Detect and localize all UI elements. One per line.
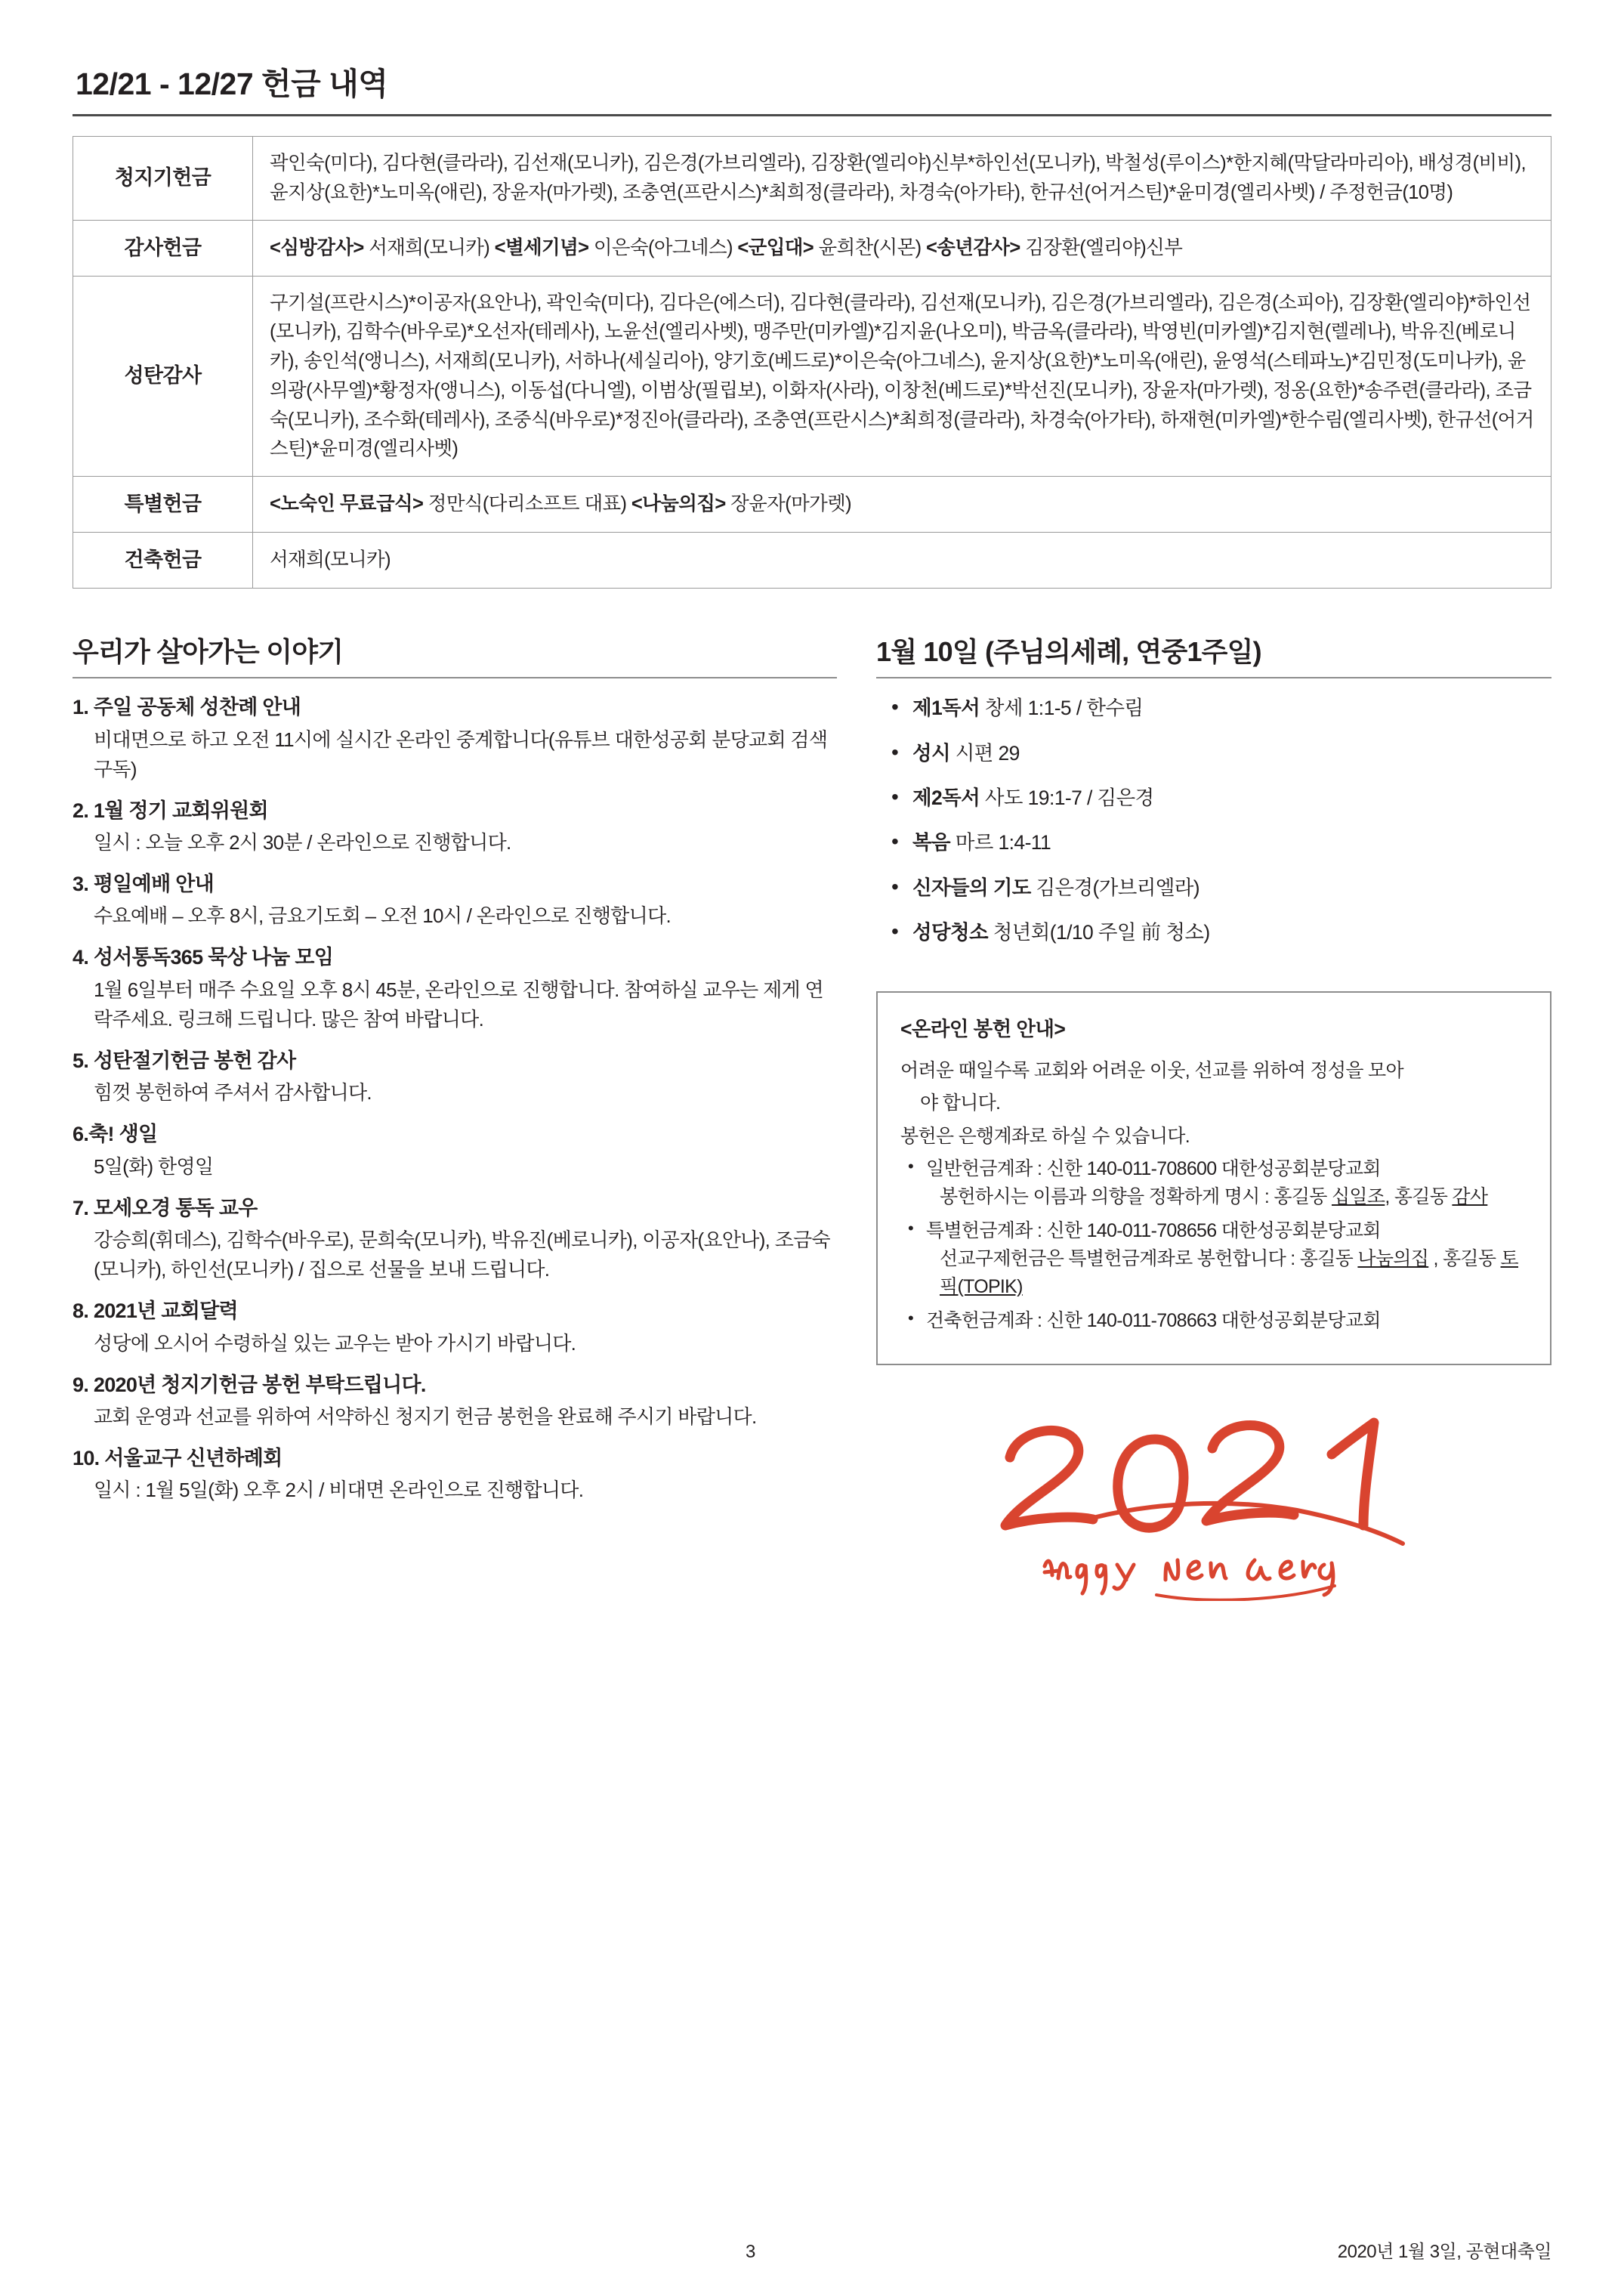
page-footer	[73, 2236, 1551, 2263]
notice-body: 일시 : 1월 5일(화) 오후 2시 / 비대면 온라인으로 진행합니다.	[94, 1479, 584, 1502]
online-offering-line1: 어려운 때일수록 교회와 어려운 이웃, 선교를 위하여 정성을 모아	[900, 1059, 1403, 1081]
tag-sharing-house: <나눔의집>	[631, 493, 726, 515]
account-main: 건축헌금계좌 : 신한 140-011-708663 대한성공회분당교회	[926, 1310, 1381, 1332]
reading-label: 성당청소	[912, 921, 988, 944]
readings-heading: 1월 10일 (주님의세례, 연중1주일)	[876, 636, 1261, 668]
account-sub	[926, 1183, 1527, 1211]
online-offering-line2: 봉헌은 은행계좌로 하실 수 있습니다.	[900, 1125, 1190, 1147]
list-item	[73, 694, 837, 783]
list-item	[887, 739, 1551, 768]
table-row	[73, 477, 1551, 533]
reading-label: 신자들의 기도	[912, 876, 1031, 899]
list-item	[887, 918, 1551, 947]
footer-date: 2020년 1월 3일, 공현대축일	[1337, 2242, 1551, 2262]
value-memorial: 이은숙(아그네스)	[588, 236, 738, 258]
announcements-divider	[73, 677, 837, 678]
list-item	[73, 797, 837, 858]
notice-body: 강승희(휘데스), 김학수(바우로), 문희숙(모니카), 박유진(베로니카), 이공자(요안나), 조금숙(모니카), 하인선(모니카) / 집으로 선물을 보내 드립니다.	[94, 1228, 830, 1281]
notice-body: 수요예배 – 오후 8시, 금요기도회 – 오전 10시 / 온라인으로 진행합니다.	[94, 904, 672, 928]
reading-value: 사도 19:1-7 / 김은경	[984, 786, 1154, 809]
table-row	[73, 276, 1551, 477]
notice-title: 5. 성탄절기헌금 봉헌 감사	[73, 1049, 296, 1072]
account-sub-pre: 봉헌하시는 이름과 의향을 정확하게 명시 : 홍길동	[940, 1186, 1332, 1208]
notice-title: 6.축! 생일	[73, 1123, 158, 1146]
table-row	[73, 533, 1551, 589]
announcements-heading: 우리가 살아가는 이야기	[73, 636, 344, 668]
list-item	[73, 1445, 837, 1505]
title-divider	[73, 114, 1551, 116]
list-item	[900, 1217, 1527, 1301]
readings-list	[876, 694, 1551, 947]
value-enlistment: 윤희찬(시몬)	[814, 236, 926, 258]
account-sub-link1[interactable]: 십일조	[1331, 1186, 1385, 1208]
offering-value-stewardship: 곽인숙(미다), 김다현(클라라), 김선재(모니카), 김은경(가브리엘라), 김장환(엘리야)신부*하인선(모니카), 박철성(루이스)*한지혜(막달라마리아), 배성경(비비), 윤지상(요한)*노미옥(애린), 장윤자(마가렛), 조충연(프란시스)*최희정(클라라), 차경숙(아가타), 한규선(어거스틴)*윤미경(엘리사벳) / 주정헌금(10명)	[253, 137, 1551, 221]
offerings-table	[73, 136, 1551, 589]
list-item	[887, 828, 1551, 857]
reading-value: 청년회(1/10 주일 前 청소)	[993, 921, 1210, 944]
page-number: 3	[745, 2242, 755, 2262]
online-offering-line1b: 야 합니다.	[920, 1092, 1001, 1114]
2021-script-icon	[980, 1405, 1448, 1601]
account-sub-link2[interactable]: 감사	[1452, 1186, 1488, 1208]
table-row	[73, 220, 1551, 276]
offering-label-thanksgiving: 감사헌금	[73, 220, 253, 276]
offering-value-christmas: 구기설(프란시스)*이공자(요안나), 곽인숙(미다), 김다은(에스더), 김다현(클라라), 김선재(모니카), 김은경(가브리엘라), 김은경(소피아), 김장환(엘리야)*하인선(모니카), 김학수(바우로)*오선자(테레사), 노윤선(엘리사벳), 맹주만(미카엘)*김지윤(나오미), 박금옥(클라라), 박영빈(미카엘)*김지현(렐레나), 박유진(베로니카), 송인석(앵니스), 서재희(모니카), 서하나(세실리아), 양기호(베드로)*이은숙(아그네스), 윤지상(요한)*노미옥(애린), 윤영석(스테파노)*김민정(도미나카), 윤의광(사무엘)*황정자(앵니스), 이동섭(다니엘), 이범상(필립보), 이화자(사라), 이창천(베드로)*박선진(모니카), 장윤자(마가렛), 정옹(요한)*송주련(클라라), 조금숙(모니카), 조수화(테레사), 조중식(바우로)*정진아(클라라), 조충연(프란시스)*최희정(클라라), 차경숙(아가타), 하재현(미카엘)*한수림(엘리사벳), 한규선(어거스틴)*윤미경(엘리사벳)	[253, 276, 1551, 477]
value-sharing-house: 장윤자(마가렛)	[725, 493, 852, 515]
account-sub	[926, 1245, 1527, 1301]
account-sub-pre: 선교구제헌금은 특별헌금계좌로 봉헌합니다 : 홍길동	[940, 1248, 1358, 1270]
list-item	[900, 1307, 1527, 1335]
notice-title: 4. 성서통독365 묵상 나눔 모임	[73, 946, 334, 969]
list-item	[900, 1155, 1527, 1211]
list-item	[73, 870, 837, 931]
notice-body: 일시 : 오늘 오후 2시 30분 / 온라인으로 진행합니다.	[94, 830, 511, 854]
tag-visitation: <심방감사>	[270, 236, 364, 258]
list-item	[73, 1047, 837, 1108]
value-visitation: 서재희(모니카)	[363, 236, 495, 258]
reading-value: 마르 1:4-11	[955, 831, 1051, 854]
offering-value-special	[253, 477, 1551, 533]
value-homeless-meal: 정만식(다리소프트 대표)	[423, 493, 631, 515]
account-sub-mid: , 홍길동	[1428, 1248, 1501, 1270]
tag-homeless-meal: <노숙인 무료급식>	[270, 493, 424, 515]
readings-divider	[876, 677, 1551, 678]
list-item	[73, 1371, 837, 1432]
offering-label-special: 특별헌금	[73, 477, 253, 533]
reading-label: 복음	[912, 831, 950, 854]
list-item	[887, 873, 1551, 902]
online-offering-box	[876, 991, 1551, 1366]
page-title: 12/21 - 12/27 헌금 내역	[76, 66, 388, 101]
offering-value-thanksgiving	[253, 220, 1551, 276]
reading-label: 성시	[912, 741, 950, 765]
list-item	[887, 783, 1551, 812]
reading-value: 시편 29	[955, 741, 1020, 765]
notice-body: 성당에 오시어 수령하실 있는 교우는 받아 가시기 바랍니다.	[94, 1331, 576, 1355]
notice-body: 힘껏 봉헌하여 주셔서 감사합니다.	[94, 1081, 372, 1105]
account-main: 특별헌금계좌 : 신한 140-011-708656 대한성공회분당교회	[926, 1220, 1381, 1242]
reading-value: 창세 1:1-5 / 한수림	[984, 697, 1144, 720]
notice-body: 1월 6일부터 매주 수요일 오후 8시 45분, 온라인으로 진행합니다. 참여하실 교우는 제게 연락주세요. 링크해 드립니다. 많은 참여 바랍니다.	[94, 978, 823, 1031]
notice-title: 7. 모세오경 통독 교우	[73, 1196, 258, 1219]
notice-title: 2. 1월 정기 교회위원회	[73, 799, 268, 822]
notice-body: 교회 운영과 선교를 위하여 서약하신 청지기 헌금 봉헌을 완료해 주시기 바랍니다.	[94, 1405, 757, 1429]
notice-title: 9. 2020년 청지기헌금 봉헌 부탁드립니다.	[73, 1373, 426, 1396]
online-offering-title: <온라인 봉헌 안내>	[900, 1017, 1066, 1040]
notice-body: 5일(화) 한영일	[94, 1154, 214, 1178]
table-row	[73, 137, 1551, 221]
account-sub-link1[interactable]: 나눔의집	[1357, 1248, 1429, 1270]
content-columns	[73, 631, 1551, 1608]
account-sub-link2[interactable]: 토픽(TOPIK)	[940, 1248, 1518, 1298]
notice-body: 비대면으로 하고 오전 11시에 실시간 온라인 중계합니다(유튜브 대한성공회 분당교회 검색 구독)	[94, 728, 828, 780]
account-sub-mid: , 홍길동	[1385, 1186, 1453, 1208]
list-item	[73, 1297, 837, 1358]
notice-title: 10. 서울교구 신년하례회	[73, 1447, 283, 1470]
notice-title: 3. 평일예배 안내	[73, 872, 215, 895]
tag-enlistment: <군입대>	[737, 236, 814, 258]
reading-value: 김은경(가브리엘라)	[1036, 876, 1199, 899]
tag-yearend: <송년감사>	[925, 236, 1020, 258]
reading-label: 제1독서	[912, 697, 980, 720]
offering-label-christmas: 성탄감사	[73, 276, 253, 477]
offering-label-stewardship: 청지기헌금	[73, 137, 253, 221]
list-item	[887, 694, 1551, 722]
account-list	[900, 1155, 1527, 1335]
notice-title: 1. 주일 공동체 성찬례 안내	[73, 696, 301, 719]
list-item	[73, 1194, 837, 1284]
list-item	[73, 944, 837, 1034]
reading-label: 제2독서	[912, 786, 980, 809]
offering-label-building: 건축헌금	[73, 533, 253, 589]
new-year-artwork	[876, 1405, 1551, 1608]
value-yearend: 김장환(엘리야)신부	[1020, 236, 1183, 258]
readings-column	[876, 631, 1551, 1608]
announcements-column	[73, 631, 837, 1608]
tag-memorial: <별세기념>	[494, 236, 589, 258]
offering-value-building: 서재희(모니카)	[253, 533, 1551, 589]
list-item	[73, 1120, 837, 1181]
notice-title: 8. 2021년 교회달력	[73, 1299, 238, 1323]
account-main: 일반헌금계좌 : 신한 140-011-708600 대한성공회분당교회	[926, 1158, 1381, 1180]
